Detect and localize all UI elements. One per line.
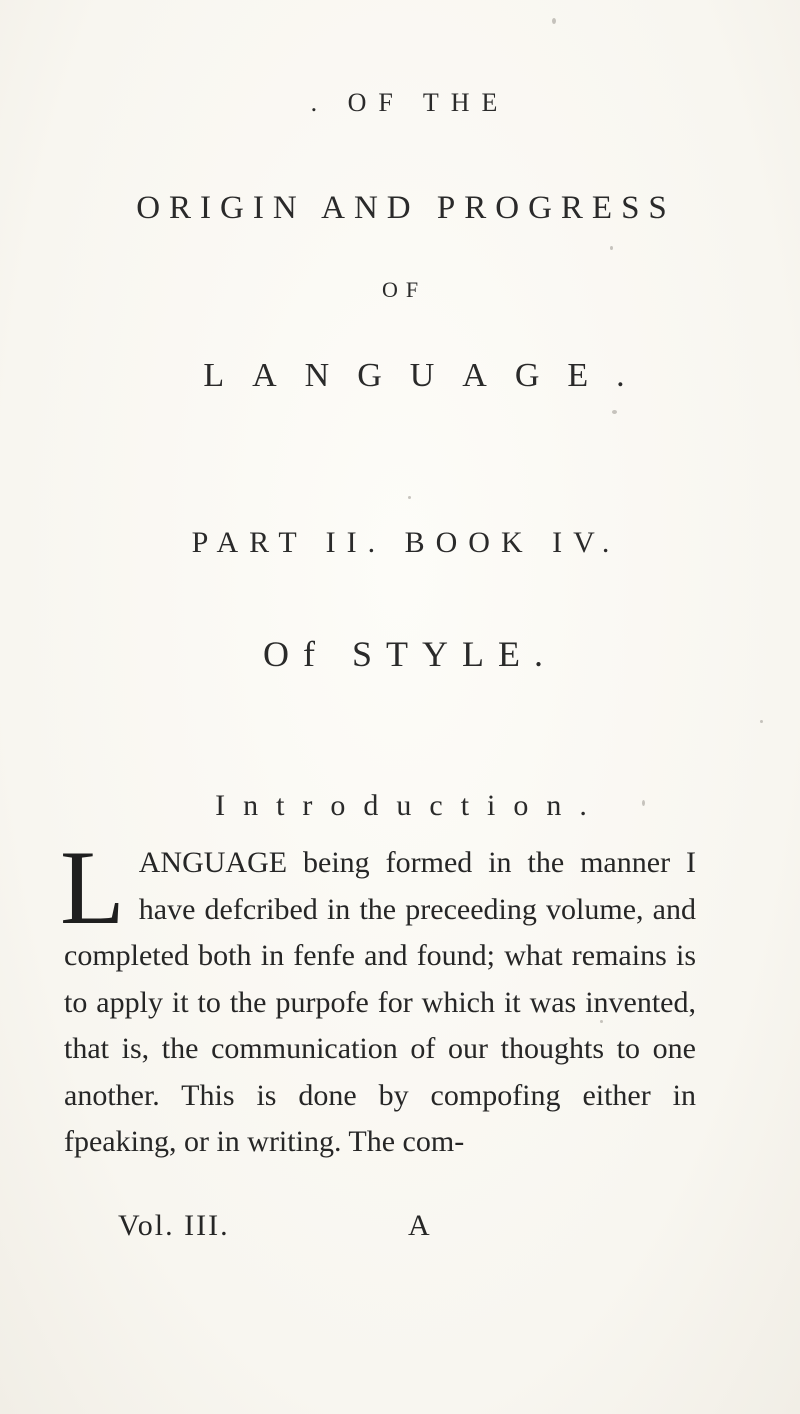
signature-mark: A [408,1209,430,1242]
paragraph [60,829,696,1166]
paper-speck [612,410,617,414]
heading-part-book: PART II. BOOK IV. [191,526,621,559]
heading-introduction: Introduction. [215,789,605,822]
volume-label: Vol. III. [118,1209,230,1242]
paper-speck [610,246,613,250]
paragraph-text: ANGUAGE being formed in the manner I have defcribed in the preceeding volume, and completed both in fenfe and found; what remains is to apply it to the purpofe for which it was invented, that is, the communication of our thoughts to one another. This is done by compofing either in fpeaking, or in writing. The com- [64,846,696,1158]
heading-of-style: Of STYLE. [263,634,557,674]
paper-speck [642,800,645,806]
introduction-text [60,829,696,1166]
paper-speck [552,18,556,24]
heading-of-the: . OF THE [310,88,510,117]
page-footer [118,1209,648,1249]
paper-speck [760,720,763,723]
heading-origin-and-progress: ORIGIN AND PROGRESS [136,190,676,226]
paper-speck [408,496,411,499]
paper-speck [600,1020,603,1023]
heading-language: LANGUAGE. [203,357,653,394]
drop-cap: L [60,829,125,946]
heading-of: OF [381,277,427,302]
